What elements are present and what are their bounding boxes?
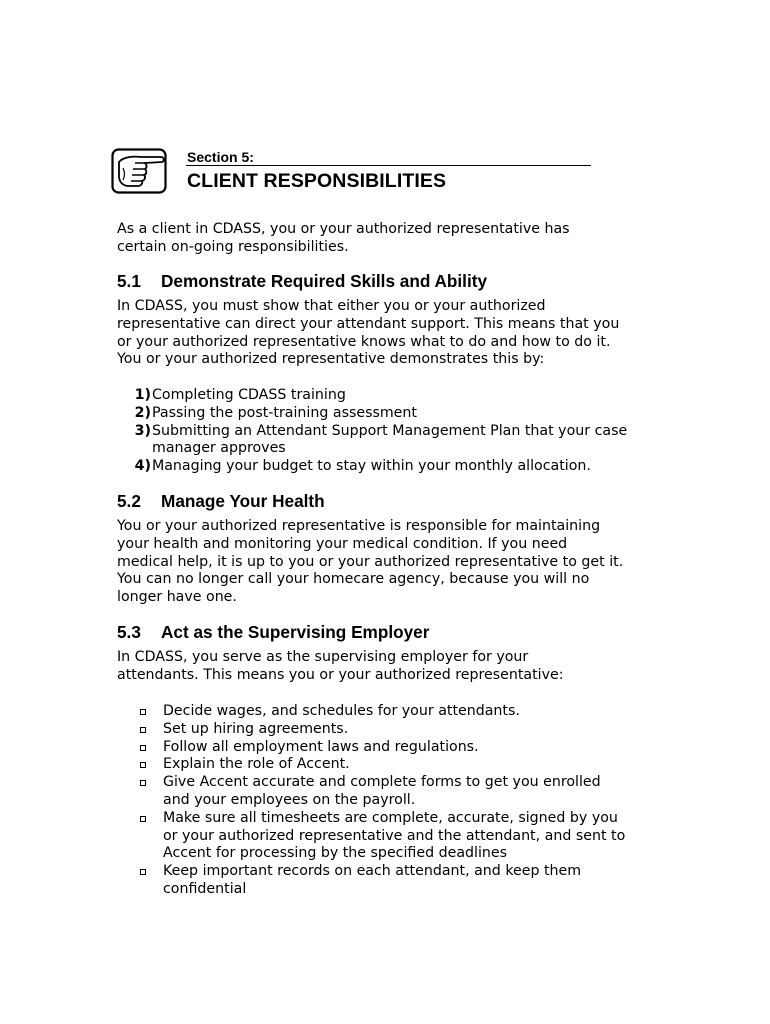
square-bullet-icon xyxy=(137,756,163,774)
intro-paragraph: As a client in CDASS, you or your authorized representative has certain on-going responsibilities. xyxy=(117,221,570,255)
list-text: Managing your budget to stay within your monthly allocation. xyxy=(152,458,591,475)
square-bullet-icon xyxy=(137,721,163,739)
heading-title: Demonstrate Required Skills and Ability xyxy=(161,271,487,291)
list-number: 1) xyxy=(134,387,151,403)
list-text: Submitting an Attendant Support Management Plan that your case manager approves xyxy=(152,422,628,457)
list-text: Keep important records on each attendant, and keep them confidential xyxy=(163,863,582,897)
list-text: Set up hiring agreements. xyxy=(163,720,349,737)
square-bullet-icon xyxy=(137,810,163,863)
square-bullet-icon xyxy=(137,774,163,810)
list-text: Explain the role of Accent. xyxy=(163,756,350,773)
list-item xyxy=(137,756,697,774)
heading-number: 5.1 xyxy=(117,271,141,291)
heading-number: 5.3 xyxy=(117,622,141,642)
bullet-list xyxy=(137,703,697,899)
heading-title: Manage Your Health xyxy=(161,491,325,511)
list-item xyxy=(117,423,697,459)
list-item xyxy=(117,387,697,405)
numbered-list xyxy=(117,387,697,476)
list-item xyxy=(137,721,697,739)
section-label: Section 5: xyxy=(187,149,254,165)
heading-5-3 xyxy=(117,622,429,643)
list-item xyxy=(117,405,697,423)
list-text: Follow all employment laws and regulations. xyxy=(163,738,479,755)
list-number: 3) xyxy=(134,422,151,439)
list-text: Give Accent accurate and complete forms to get you enrolled and your employees on the payroll. xyxy=(163,774,601,808)
list-item xyxy=(137,774,697,810)
pointing-hand-icon xyxy=(111,148,167,194)
heading-number: 5.2 xyxy=(117,491,141,511)
section-divider xyxy=(186,165,591,166)
paragraph-5-1: In CDASS, you must show that either you or your authorized representative can direct your attendant support. This means that you or your authorized representative knows what to do and how to do it. You or your authorized representative demonstrates this by: xyxy=(117,298,620,368)
list-text: Make sure all timesheets are complete, accurate, signed by you or your authorized representative and the attendant, and sent to Accent for processing by the specified deadlines xyxy=(163,809,626,862)
square-bullet-icon xyxy=(137,703,163,721)
list-item xyxy=(137,703,697,721)
list-item xyxy=(137,739,697,757)
heading-5-2 xyxy=(117,491,325,512)
paragraph-5-2: You or your authorized representative is responsible for maintaining your health and monitoring your medical condition. If you need medical help, it is up to you or your authorized representative to get it. You can no longer call your homecare agency, because you will no longer have one. xyxy=(117,518,624,606)
heading-title: Act as the Supervising Employer xyxy=(161,622,430,642)
list-text: Passing the post-training assessment xyxy=(152,404,417,421)
list-number: 2) xyxy=(134,404,151,421)
square-bullet-icon xyxy=(137,739,163,757)
list-number: 4) xyxy=(134,458,151,475)
list-text: Completing CDASS training xyxy=(152,387,346,403)
square-bullet-icon xyxy=(137,863,163,899)
list-text: Decide wages, and schedules for your attendants. xyxy=(163,703,520,719)
list-item xyxy=(137,863,697,899)
page-title: CLIENT RESPONSIBILITIES xyxy=(187,170,447,192)
heading-5-1 xyxy=(117,271,487,292)
list-item xyxy=(117,458,697,476)
paragraph-5-3: In CDASS, you serve as the supervising employer for your attendants. This means you or your authorized representative: xyxy=(117,649,564,683)
list-item xyxy=(137,810,697,863)
